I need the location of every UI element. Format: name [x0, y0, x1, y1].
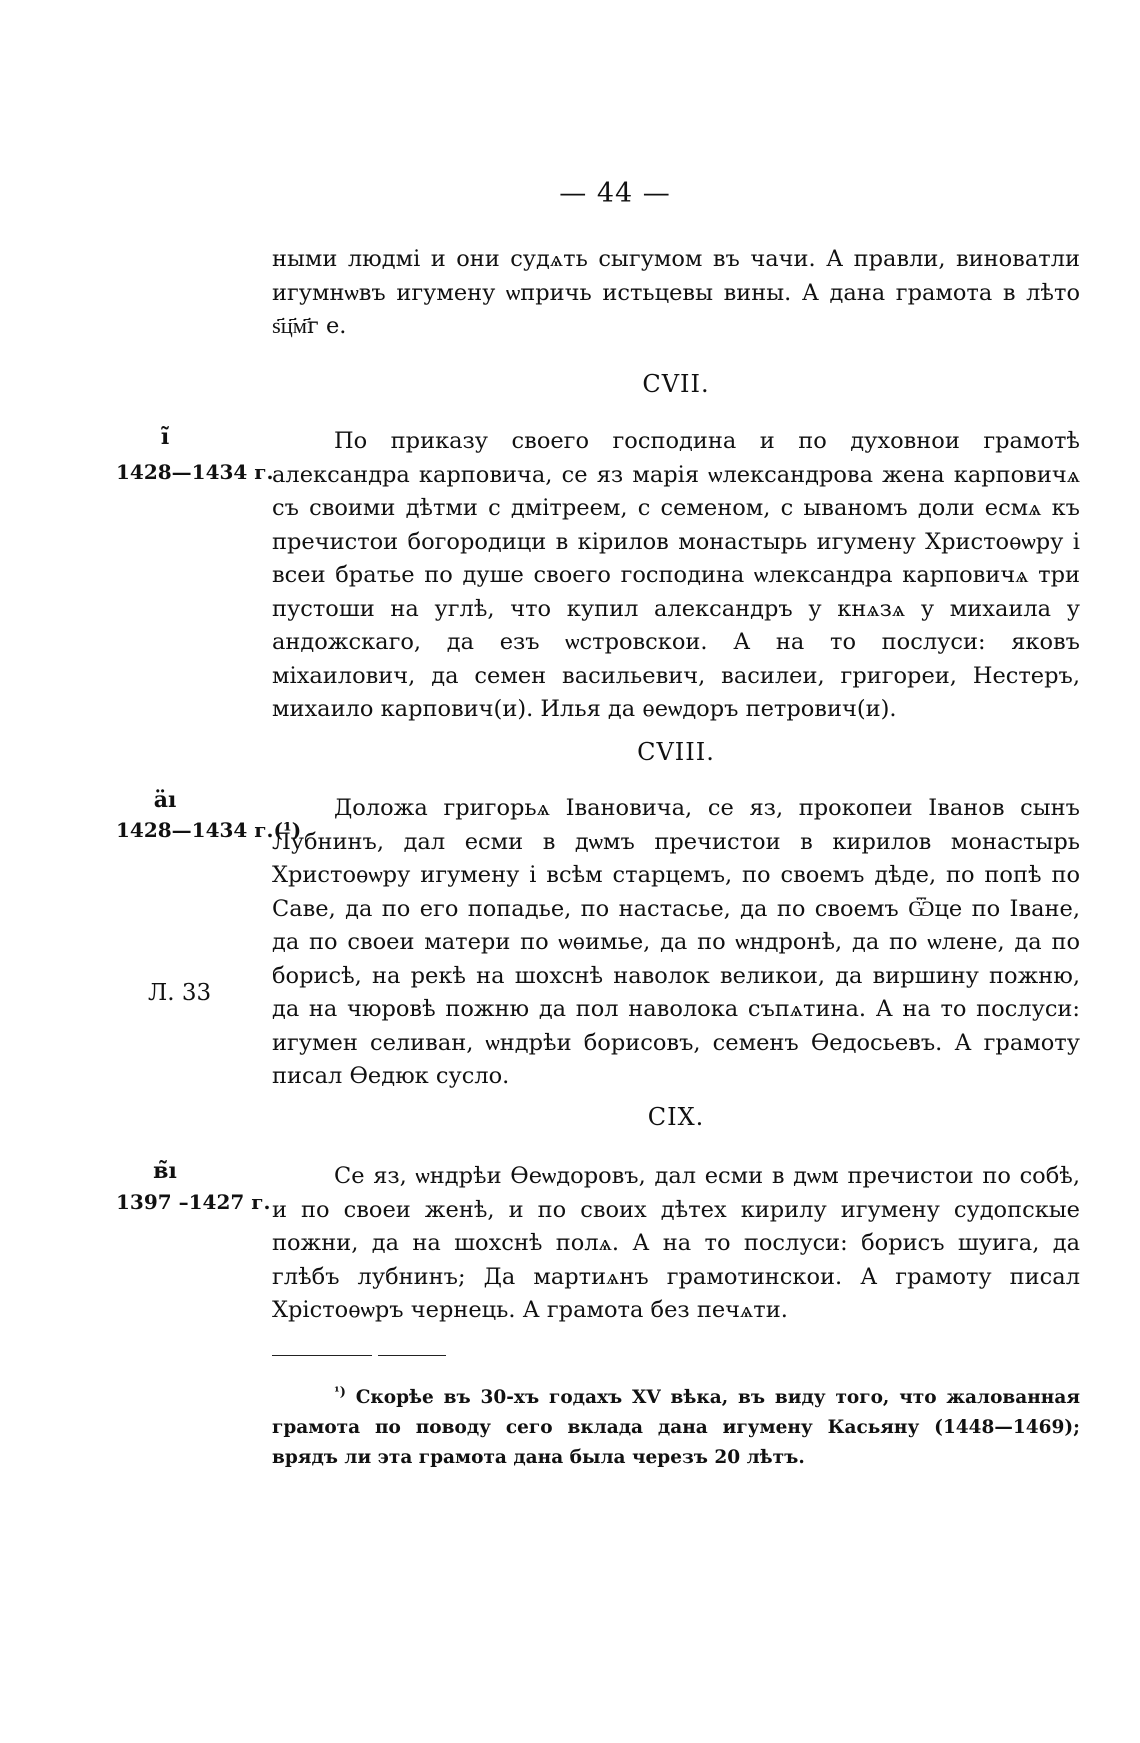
- opening-paragraph: [272, 243, 1080, 344]
- charter-text-cviii: [272, 792, 1080, 1094]
- opening-text: ными людмі и они судѧть сыгумом въ чачи. А правли, виноватли игумнѡвъ игумену ѡпричь истьцевы вины. А дана грамота в лѣто ѕ҃ц҃м҃г е.: [272, 246, 1080, 339]
- margin-number-cvii: ı̃: [160, 424, 170, 450]
- footnote-paragraph: [272, 1378, 1080, 1473]
- charter-heading-cviii: CVIII.: [637, 738, 715, 766]
- footnote-rule: [378, 1355, 446, 1356]
- charter-paragraph: По приказу своего господина и по духовнои грамотѣ александра карповича, се яз марія ѡлександрова жена карповичѧ съ своими дѣтми с дмітреем, с семеном, с ываномъ доли есмѧ къ пречистои богородици в кірилов монастырь игумену Христоѳѡру і всеи братье по душе своего господина ѡлександра карповичѧ три пустоши на углѣ, что купил александръ у кнѧзѧ у михаила у андожскаго, да езъ ѡстровскои. А на то послуси: яковъ міхаилович, да семен васильевич, василеи, григореи, Нестеръ, михаило карпович(и). Илья да ѳеѡдоръ петрович(и).: [272, 428, 1080, 722]
- charter-heading-cix: CIX.: [647, 1103, 705, 1131]
- charter-text-cvii: [272, 425, 1080, 727]
- footnote-marker: ¹): [334, 1385, 346, 1400]
- margin-leaf-number: Л. 33: [148, 980, 212, 1006]
- charter-paragraph: Се яз, ѡндрѣи Ѳеѡдоровъ, дал есми в дѡм пречистои по собѣ, и по своеи женѣ, и по своих дѣтех кирилу игумену судопскые пожни, да на шохснѣ полѧ. А на то послуси: борисъ шуига, да глѣбъ лубнинъ; Да мартиѧнъ грамотинскои. А грамоту писал Хрістоѳѡръ чернець. А грамота без печѧти.: [272, 1163, 1080, 1323]
- margin-date-cviii: 1428—1434 г.(¹): [116, 818, 302, 842]
- margin-date-cix: 1397 –1427 г.: [116, 1190, 271, 1214]
- margin-number-cviii: ӓı: [153, 787, 177, 813]
- margin-number-cix: в̃ı: [153, 1158, 177, 1184]
- footnote: [272, 1378, 1080, 1473]
- footnote-rule: [272, 1355, 372, 1356]
- margin-date-cvii: 1428—1434 г.: [116, 460, 274, 484]
- charter-heading-cvii: CVII.: [642, 370, 710, 398]
- charter-text-cix: [272, 1160, 1080, 1328]
- page-number: — 44 —: [559, 178, 671, 209]
- footnote-text: Скорѣе въ 30-хъ годахъ XV вѣка, въ виду того, что жалованная грамота по поводу сего вклада дана игумену Касьяну (1448—1469); врядъ ли эта грамота дана была черезъ 20 лѣтъ.: [272, 1387, 1080, 1469]
- charter-paragraph: Доложа григорьѧ Івановича, се яз, прокопеи Іванов сынъ Лубнинъ, дал есми в дѡмъ пречистои в кирилов монастырь Христоѳѡру игумену і всѣм старцемъ, по своемъ дѣде, по попѣ по Саве, да по его попадье, по настасье, да по своемъ Ѿце по Іване, да по своеи матери по ѡѳимье, да по ѡндронѣ, да по ѡлене, да по борисѣ, на рекѣ на шохснѣ наволок великои, да виршину пожню, да на чюровѣ пожню да пол наволока съпѧтина. А на то послуси: игумен селиван, ѡндрѣи борисовъ, семенъ Ѳедосьевъ. А грамоту писал Ѳедюк сусло.: [272, 795, 1080, 1089]
